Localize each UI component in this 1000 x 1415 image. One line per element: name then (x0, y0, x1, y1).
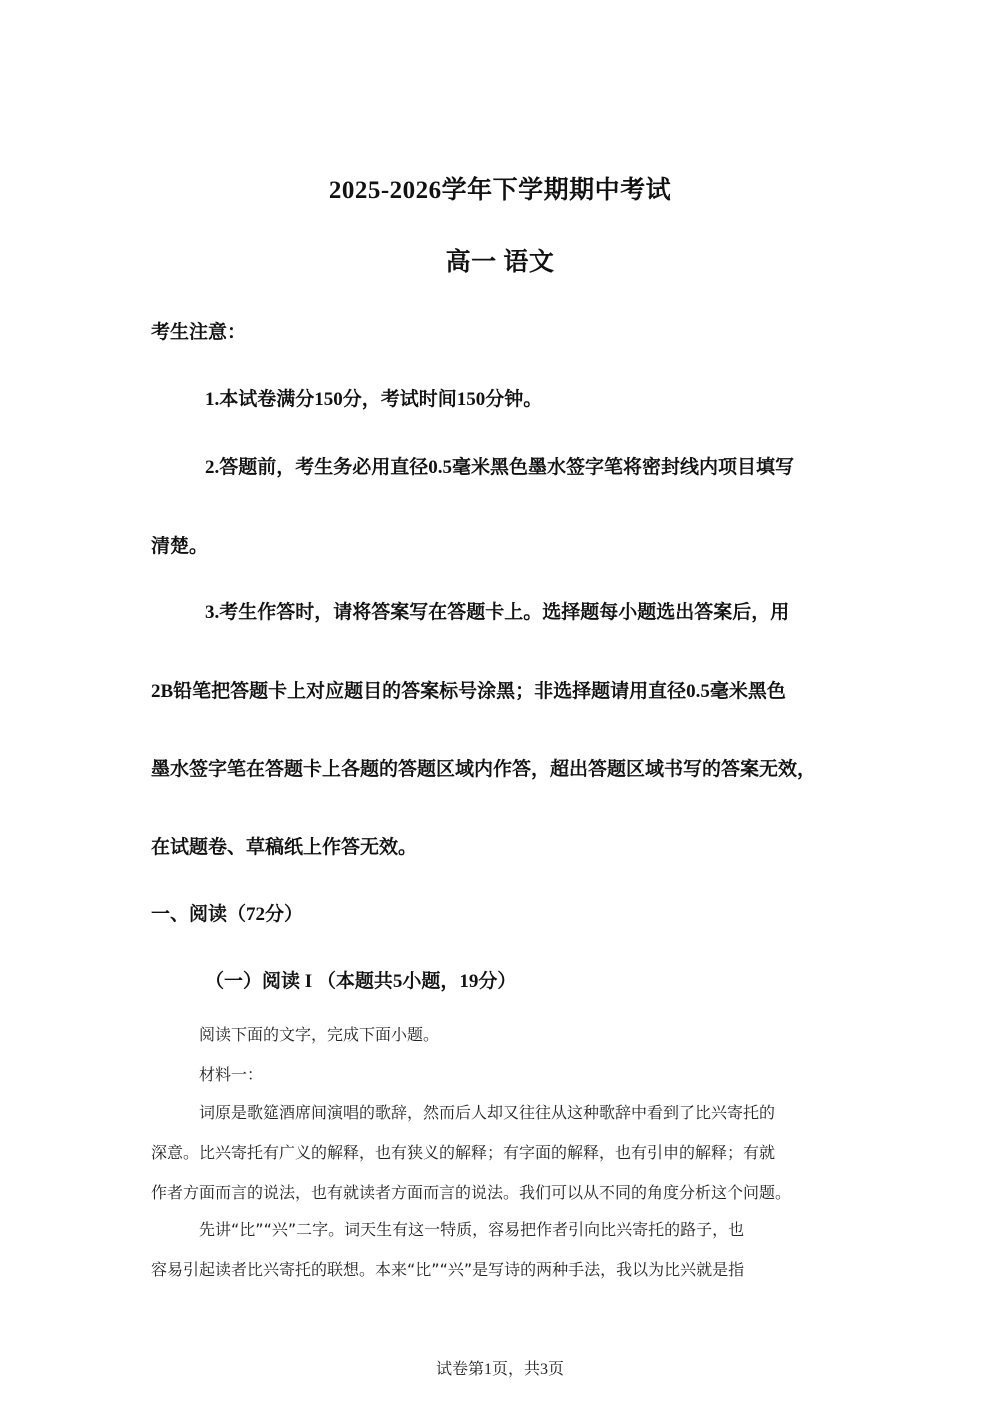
subject-title: 高一 语文 (445, 249, 555, 276)
passage-line: 先讲“比”“兴”二字。词天生有这一特质，容易把作者引向比兴寄托的路子，也 (199, 1220, 745, 1239)
notice-item-1: 1.本试卷满分150分，考试时间150分钟。 (205, 389, 543, 410)
material-label: 材料一： (199, 1065, 264, 1084)
exam-title: 2025-2026学年下学期期中考试 (328, 177, 672, 204)
notice-item-3-cont-2: 墨水签字笔在答题卡上各题的答题区域内作答，超出答题区域书写的答案无效， (151, 759, 817, 780)
passage-line: 词原是歌筵酒席间演唱的歌辞，然而后人却又往往从这种歌辞中看到了比兴寄托的 (199, 1103, 776, 1122)
passage-line: 容易引起读者比兴寄托的联想。本来“比”“兴”是写诗的两种手法，我以为比兴就是指 (151, 1260, 745, 1279)
section-subheading: （一）阅读 I （本题共5小题，19分） (205, 971, 517, 992)
section-heading: 一、阅读（72分） (151, 904, 304, 925)
page-number-footer: 试卷第1页，共3页 (435, 1361, 564, 1378)
notice-item-2: 2.答题前，考生务必用直径0.5毫米黑色墨水签字笔将密封线内项目填写 (205, 457, 795, 478)
notice-item-2-cont: 清楚。 (151, 536, 209, 557)
notice-item-3-cont-1: 2B铅笔把答题卡上对应题目的答案标号涂黑；非选择题请用直径0.5毫米黑色 (151, 681, 786, 702)
reading-instruction: 阅读下面的文字，完成下面小题。 (199, 1025, 440, 1044)
passage-line: 作者方面而言的说法，也有就读者方面而言的说法。我们可以从不同的角度分析这个问题。 (151, 1183, 792, 1202)
notice-heading: 考生注意： (151, 322, 247, 343)
notice-item-3: 3.考生作答时，请将答案写在答题卡上。选择题每小题选出答案后，用 (205, 602, 790, 623)
notice-item-3-cont-3: 在试题卷、草稿纸上作答无效。 (151, 837, 418, 858)
passage-line: 深意。比兴寄托有广义的解释，也有狭义的解释；有字面的解释，也有引申的解释；有就 (151, 1143, 776, 1162)
